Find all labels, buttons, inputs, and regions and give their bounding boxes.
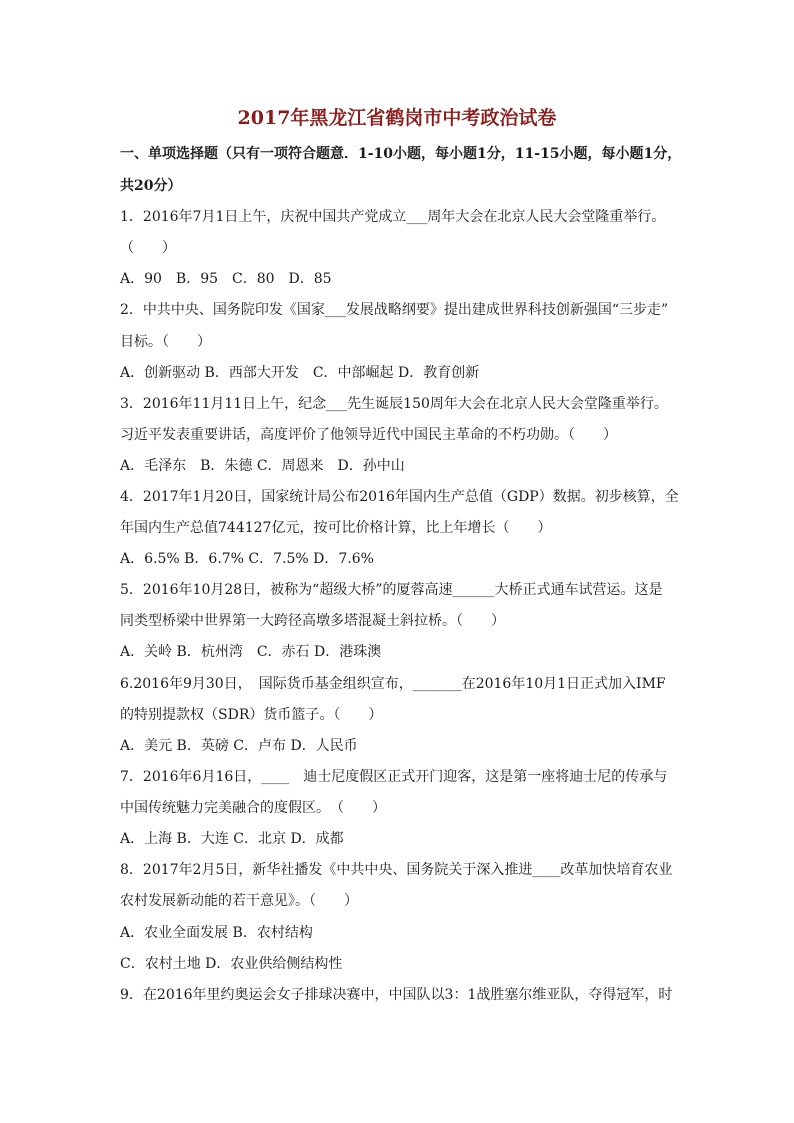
question-7-options: A．上海 B．大连 C．北京 D．成都 <box>120 831 344 847</box>
question-1-options: A．90 B．95 C．80 D．85 <box>120 271 332 287</box>
question-6: 6.2016年9月30日， 国际货币基金组织宣布，_______在2016年10月1日正式加入IMF <box>120 676 666 692</box>
question-1-cont: （ ） <box>120 240 176 256</box>
question-3-cont: 习近平发表重要讲话，高度评价了他领导近代中国民主革命的不朽功勋。（ ） <box>120 427 617 443</box>
question-6-options: A．美元 B．英磅 C．卢布 D．人民币 <box>120 738 358 754</box>
question-8-cont: 农村发展新动能的若干意见》。（ ） <box>120 893 358 909</box>
question-8-options-c-d: C．农村土地 D．农业供给侧结构性 <box>120 956 343 972</box>
question-1: 1．2016年7月1日上午，庆祝中国共产党成立___周年大会在北京人民大会堂隆重举行。 <box>120 209 666 225</box>
question-2-options: A．创新驱动 B．西部大开发 C．中部崛起 D．教育创新 <box>120 365 480 381</box>
question-4: 4．2017年1月20日，国家统计局公布2016年国内生产总值（GDP）数据。初步核算，全 <box>120 489 679 505</box>
question-3-options: A．毛泽东 B．朱德 C．周恩来 D．孙中山 <box>120 458 405 474</box>
page-title: 2017年黑龙江省鹤岗市中考政治试卷 <box>237 107 557 129</box>
section-heading-cont: 共20分） <box>120 178 182 194</box>
question-2: 2．中共中央、国务院印发《国家___发展战略纲要》提出建成世界科技创新强国“三步走” <box>120 302 669 318</box>
question-7: 7．2016年6月16日，____ 迪士尼度假区正式开门迎客，这是第一座将迪士尼的传承与 <box>120 769 668 785</box>
question-4-options: A．6.5% B．6.7% C．7.5% D．7.6% <box>120 551 374 567</box>
question-7-cont: 中国传统魅力完美融合的度假区。 （ ） <box>120 800 386 816</box>
question-5-options: A．关岭 B．杭州湾 C．赤石 D．港珠澳 <box>120 644 382 660</box>
question-8: 8．2017年2月5日，新华社播发《中共中央、国务院关于深入推进____改革加快培育农业 <box>120 862 673 878</box>
section-heading: 一、单项选择题（只有一项符合题意．1-10小题，每小题1分，11-15小题，每小题1分， <box>120 146 682 162</box>
question-8-options-a-b: A．农业全面发展 B．农村结构 <box>120 925 313 941</box>
question-4-cont: 年国内生产总值744127亿元，按可比价格计算，比上年增长（ ） <box>120 520 552 536</box>
question-3: 3．2016年11月11日上午，纪念___先生诞辰150周年大会在北京人民大会堂隆重举行。 <box>120 396 668 412</box>
question-9: 9．在2016年里约奥运会女子排球决赛中，中国队以3：1战胜塞尔维亚队，夺得冠军，时 <box>120 987 673 1003</box>
question-5-cont: 同类型桥梁中世界第一大跨径高墩多塔混凝土斜拉桥。（ ） <box>120 613 505 629</box>
question-5: 5．2016年10月28日，被称为“超级大桥”的厦蓉高速______大桥正式通车试营运。这是 <box>120 582 663 598</box>
question-2-cont: 目标。（ ） <box>120 334 211 350</box>
question-6-cont: 的特别提款权（SDR）货币篮子。（ ） <box>120 707 383 723</box>
